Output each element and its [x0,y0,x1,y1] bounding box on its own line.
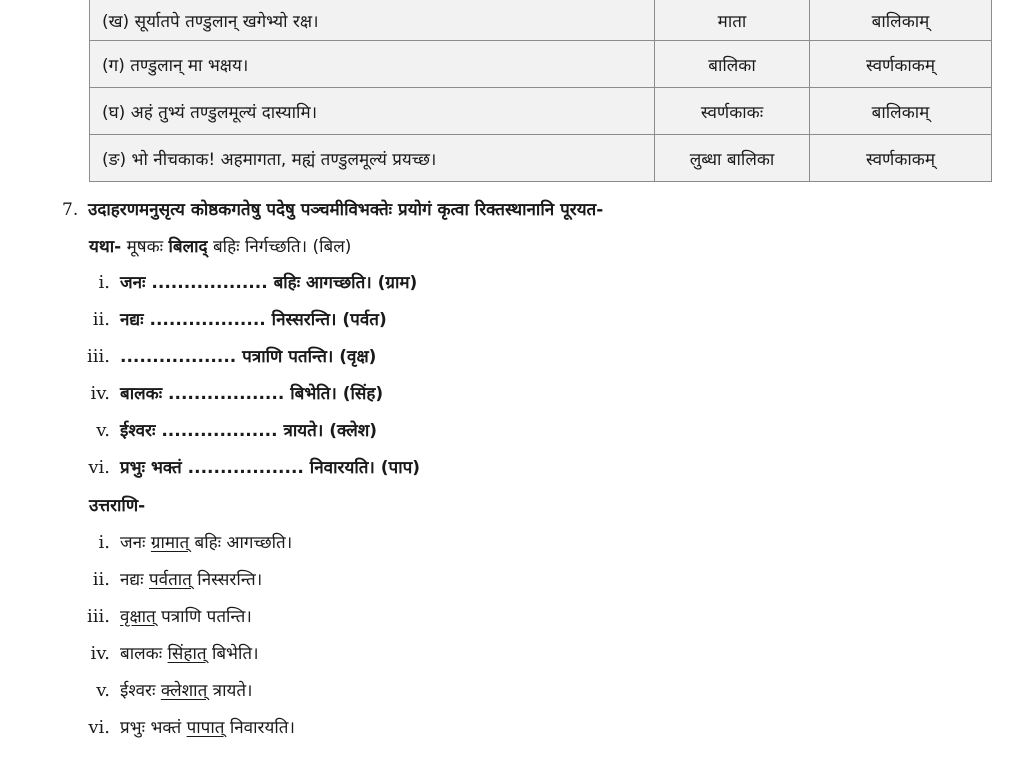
item-number: ii. [92,569,110,590]
answer-post: पत्राणि पतन्ति। [155,607,252,627]
question-number: 7. [62,200,79,220]
speaker-cell: स्वर्णकाकः [655,88,810,135]
item-number: iv. [90,383,110,404]
example-before: मूषकः [121,237,169,257]
answer-word: पर्वतात् [148,570,192,590]
item-number: iii. [87,606,110,627]
answer-word: क्लेशात् [160,681,208,701]
item-number: iv. [90,643,110,664]
sentence-cell: (घ) अहं तुभ्यं तण्डुलमूल्यं दास्यामि। [90,88,655,135]
list-item [0,381,383,407]
item-text: बालकः .................. बिभेति। (सिंह) [120,384,384,404]
answer-post: बहिः आगच्छति। [189,533,293,553]
speaker-table [89,0,992,182]
table-row [90,88,992,135]
list-item [0,455,420,481]
sentence-cell: (ख) सूर्यातपे तण्डुलान् खगेभ्यो रक्ष। [90,0,655,41]
question-text: उदाहरणमनुसृत्य कोष्ठकगतेषु पदेषु पञ्चमीविभक्तेः प्रयोगं कृत्वा रिक्तस्थानानि पूरयत- [88,200,604,220]
item-text: .................. पत्राणि पतन्ति। (वृक्ष) [120,347,377,367]
item-number: i. [98,272,110,293]
listener-cell: स्वर्णकाकम् [810,135,992,182]
answer-post: निस्सरन्ति। [191,570,263,590]
list-item [0,678,252,704]
list-item [0,567,262,593]
answer-pre: जनः [120,533,151,553]
answer-post: निवारयति। [224,718,295,738]
answer-word: ग्रामात् [150,533,190,553]
answer-pre: बालकः [120,644,168,664]
item-number: v. [96,680,110,701]
item-text: नद्यः .................. निस्सरन्ति। (पर्वत) [120,310,387,330]
list-item [0,270,417,296]
sentence-cell: (ग) तण्डुलान् मा भक्षय। [90,41,655,88]
answer-pre: प्रभुः भक्तं [120,718,187,738]
list-item [0,715,295,741]
answer-post: बिभेति। [206,644,259,664]
item-text: जनः .................. बहिः आगच्छति। (ग्राम) [120,273,418,293]
speaker-cell: लुब्धा बालिका [655,135,810,182]
answer-post: त्रायते। [207,681,253,701]
answer-word: वृक्षात् [120,607,156,627]
item-number: iii. [87,346,110,367]
answer-word: सिंहात् [167,644,207,664]
list-item [0,418,377,444]
item-text: ईश्वरः .................. त्रायते। (क्लेश) [120,421,378,441]
example-answer: बिलाद् [168,237,208,257]
listener-cell: स्वर्णकाकम् [810,41,992,88]
list-item [0,344,376,370]
list-item [0,530,292,556]
list-item [0,604,252,630]
example-label: यथा- [89,237,122,257]
example-line [89,234,351,257]
listener-cell: बालिकाम् [810,88,992,135]
question-7 [62,197,603,220]
speaker-cell: बालिका [655,41,810,88]
item-number: vi. [88,717,110,738]
speaker-cell: माता [655,0,810,41]
table-row [90,0,992,41]
item-number: v. [96,420,110,441]
sentence-cell: (ङ) भो नीचकाक! अहमागता, मह्यं तण्डुलमूल्यं प्रयच्छ। [90,135,655,182]
table-row [90,41,992,88]
list-item [0,641,259,667]
listener-cell: बालिकाम् [810,0,992,41]
answers-heading: उत्तराणि- [89,496,146,516]
item-number: i. [98,532,110,553]
item-number: vi. [88,457,110,478]
item-number: ii. [92,309,110,330]
answer-pre: नद्यः [120,570,149,590]
item-text: प्रभुः भक्तं .................. निवारयति। (पाप) [120,458,421,478]
list-item [0,307,387,333]
answer-word: पापात् [186,718,225,738]
example-after: बहिः निर्गच्छति। (बिल) [207,237,352,257]
table-row [90,135,992,182]
answer-pre: ईश्वरः [120,681,161,701]
